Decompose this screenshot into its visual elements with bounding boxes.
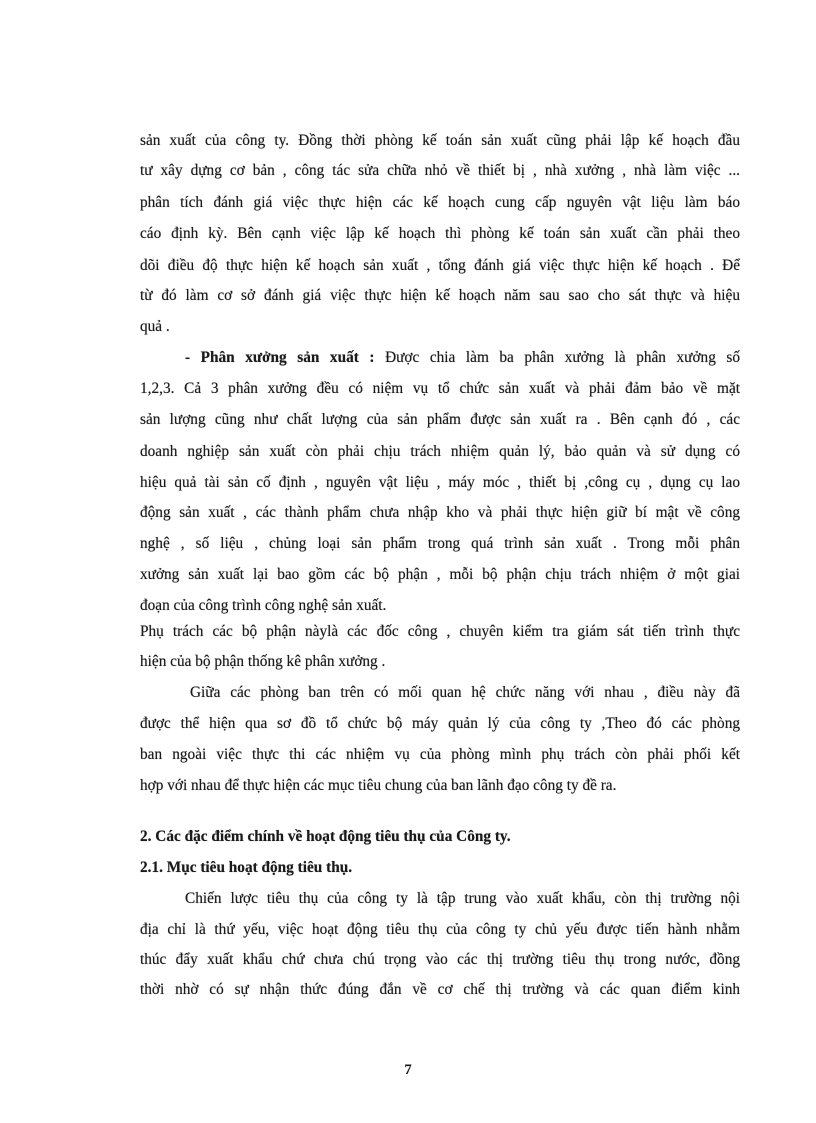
subsection-heading: 2.1. Mục tiêu hoạt động tiêu thụ. <box>140 859 353 876</box>
section-heading: 2. Các đặc điểm chính về hoạt động tiêu thụ của Công ty. <box>140 828 511 845</box>
text-line: sản xuất của công ty. Đồng thời phòng kế toán sản xuất cũng phải lập kế hoạch đầu <box>140 132 740 149</box>
text-line: thúc đẩy xuất khẩu chứ chưa chú trọng vào các thị trường tiêu thụ trong nước, đồng <box>140 951 740 968</box>
text-line: hiện của bộ phận thống kê phân xưởng . <box>140 653 386 670</box>
text-line: địa chỉ là thứ yếu, việc hoạt động tiêu thụ của công ty chủ yếu được tiến hành nhằm <box>140 921 740 938</box>
text-line: hiệu quả tài sản cố định , nguyên vật liệu , máy móc , thiết bị ,công cụ , dụng cụ lao <box>140 474 740 491</box>
text-line <box>185 348 740 368</box>
section-lead: - Phân xưởng sản xuất : <box>185 349 375 366</box>
text-line: xưởng sản xuất lại bao gồm các bộ phận , mỗi bộ phận chịu trách nhiệm ở một giai <box>140 566 740 583</box>
text-line: tư xây dựng cơ bản , công tác sửa chữa nhỏ về thiết bị , nhà xưởng , nhà làm việc ... <box>140 162 740 179</box>
page-number: 7 <box>404 1062 412 1078</box>
text-line: sản lượng cũng như chất lượng của sản phẩm được sản xuất ra . Bên cạnh đó , các <box>140 411 740 428</box>
text-line: Giữa các phòng ban trên có mối quan hệ chức năng với nhau , điều này đã <box>190 684 740 701</box>
text-line: dõi điều độ thực hiện kế hoạch sản xuất , tổng đánh giá việc thực hiện kế hoạch . Để <box>140 257 740 274</box>
text-line: Chiến lược tiêu thụ của công ty là tập trung vào xuất khẩu, còn thị trường nội <box>185 890 740 907</box>
text-line: quả . <box>140 318 170 335</box>
text-line: nghệ , số liệu , chủng loại sản phẩm trong quá trình sản xuất . Trong mỗi phân <box>140 535 740 552</box>
text-line: từ đó làm cơ sở đánh giá việc thực hiện kế hoạch năm sau sao cho sát thực và hiệu <box>140 287 740 304</box>
text-line: hợp với nhau để thực hiện các mục tiêu chung của ban lãnh đạo công ty đề ra. <box>140 777 617 794</box>
text-fragment: Được chia làm ba phân xưởng là phân xưởng số <box>385 349 741 366</box>
text-line: ban ngoài việc thực thi các nhiệm vụ của phòng mình phụ trách còn phải phối kết <box>140 746 740 763</box>
text-line: động sản xuất , các thành phẩm chưa nhập kho và phải thực hiện giữ bí mật về công <box>140 504 740 521</box>
text-line: được thể hiện qua sơ đồ tổ chức bộ máy quản lý của công ty ,Theo đó các phòng <box>140 715 740 732</box>
text-line: phân tích đánh giá việc thực hiện các kế hoạch cung cấp nguyên vật liệu làm báo <box>140 194 740 211</box>
text-line: 1,2,3. Cả 3 phân xưởng đều có niệm vụ tổ chức sản xuất và phải đảm bảo về mặt <box>140 380 740 397</box>
text-line: doanh nghiệp sản xuất còn phải chịu trách nhiệm quản lý, bảo quản và sử dụng có <box>140 443 740 460</box>
text-line: Phụ trách các bộ phận nàylà các đốc công , chuyên kiểm tra giám sát tiến trình thực <box>140 623 740 640</box>
text-line: cáo định kỳ. Bên cạnh việc lập kế hoạch thì phòng kế toán sản xuất cần phải theo <box>140 225 740 242</box>
text-line: thời nhờ có sự nhận thức đúng đắn về cơ chế thị trường và các quan điểm kinh <box>140 981 740 998</box>
text-line: đoạn của công trình công nghệ sản xuất. <box>140 597 387 614</box>
